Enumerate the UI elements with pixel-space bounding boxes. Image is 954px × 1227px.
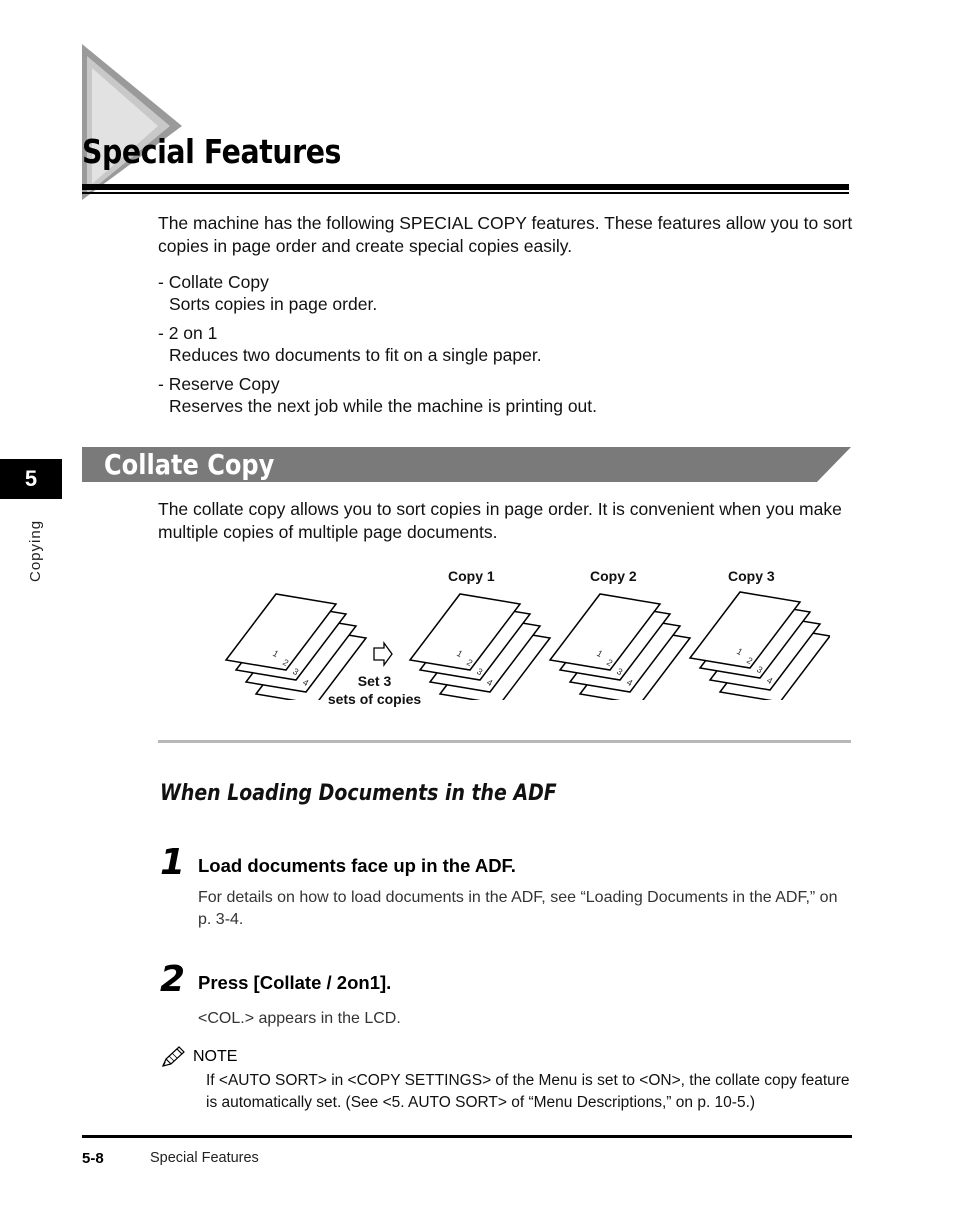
- step-number-1: 1: [160, 842, 186, 883]
- feature-desc: Reserves the next job while the machine is printing out.: [169, 396, 598, 416]
- page-number: 4: [625, 677, 635, 689]
- section-intro: The collate copy allows you to sort copies in page order. It is convenient when you make multiple copies of multiple page documents.: [158, 499, 842, 542]
- page-number: 2: [745, 655, 755, 667]
- page-number: 4: [485, 677, 495, 689]
- page-number: 3: [291, 666, 301, 678]
- chapter-tab: 5: [0, 459, 62, 499]
- collate-illustration: [220, 560, 830, 700]
- page-number: 1: [455, 648, 465, 660]
- page-number: 4: [301, 677, 311, 689]
- feature-item-reserve: [158, 373, 858, 417]
- step-number-2: 2: [160, 959, 186, 1000]
- page-number: 3: [475, 666, 485, 678]
- footer-page-number: 5-8: [82, 1150, 104, 1167]
- title-rule-thin: [82, 192, 849, 194]
- note-text: If <AUTO SORT> in <COPY SETTINGS> of the Menu is set to <ON>, the collate copy feature is automatically set. (See <5. AUTO SORT> of “Menu Descriptions,” on p. 10-5.): [206, 1072, 850, 1111]
- note-label: NOTE: [193, 1048, 238, 1065]
- page-number: 3: [755, 664, 765, 676]
- page-number: 3: [615, 666, 625, 678]
- copy-label-1: Copy 1: [448, 568, 495, 584]
- page-number: 4: [765, 675, 775, 687]
- subsection-title: When Loading Documents in the ADF: [160, 781, 557, 806]
- copy-stack-2: [550, 594, 690, 700]
- feature-name: - Reserve Copy: [158, 374, 280, 394]
- feature-item-2on1: [158, 322, 858, 366]
- set-label: [322, 672, 427, 708]
- feature-name: - Collate Copy: [158, 272, 269, 292]
- page-title: Special Features: [82, 132, 341, 171]
- page-number: 2: [281, 657, 291, 669]
- feature-desc: Reduces two documents to fit on a single paper.: [169, 345, 542, 365]
- section-title: Collate Copy: [104, 448, 275, 481]
- arrow-right-icon: [374, 643, 392, 665]
- copy-stack-1: [410, 594, 550, 700]
- title-rule: [82, 184, 849, 190]
- step-detail-1: For details on how to load documents in the ADF, see “Loading Documents in the ADF,” on p. 3-4.: [198, 889, 838, 928]
- chapter-label: Copying: [27, 519, 44, 582]
- step-detail-2: <COL.> appears in the LCD.: [198, 1010, 401, 1027]
- title-triangle-decoration: [82, 44, 192, 204]
- copy-label-2: Copy 2: [590, 568, 637, 584]
- copy-stack-3: [690, 592, 830, 700]
- footer-title: Special Features: [150, 1150, 259, 1166]
- page-intro: The machine has the following SPECIAL COPY features. These features allow you to sort copies in page order and create special copies easily.: [158, 213, 853, 256]
- pencil-icon: [160, 1045, 188, 1069]
- page-number: 2: [605, 657, 615, 669]
- page-number: 1: [735, 646, 745, 658]
- step-title-1: Load documents face up in the ADF.: [198, 855, 516, 876]
- page-number: 1: [271, 648, 281, 660]
- page-number: 1: [595, 648, 605, 660]
- set-label-line-1: Set 3: [357, 673, 392, 689]
- feature-name: - 2 on 1: [158, 323, 218, 343]
- copy-label-3: Copy 3: [728, 568, 775, 584]
- footer-rule: [82, 1135, 852, 1138]
- set-label-line-2: sets of copies: [327, 691, 422, 707]
- feature-desc: Sorts copies in page order.: [169, 294, 378, 314]
- section-separator: [158, 740, 851, 743]
- step-title-2: Press [Collate / 2on1].: [198, 972, 392, 993]
- page-number: 2: [465, 657, 475, 669]
- feature-item-collate: [158, 271, 858, 315]
